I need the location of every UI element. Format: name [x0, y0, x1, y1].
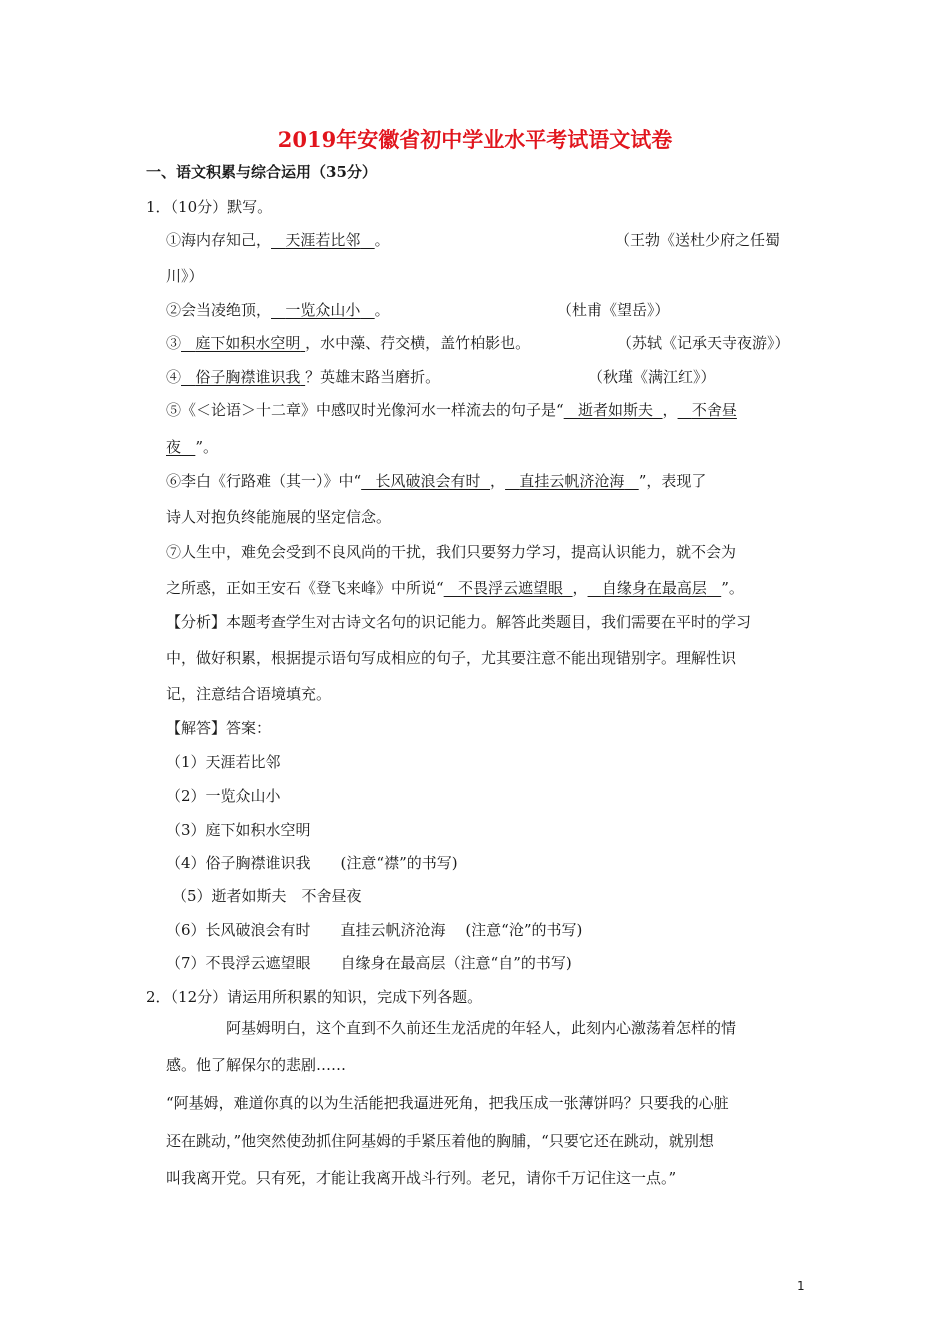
q1-item-7-cont: 之所惑，正如王安石《登飞来峰》中所说“ 不畏浮云遮望眼 ， 自缘身在最高层 ”。: [166, 579, 744, 597]
answer-blank: 俗子胸襟谁识我: [195, 368, 301, 386]
q1-item-5: ⑤《＜论语＞十二章》中感叹时光像河水一样流去的句子是“ 逝者如斯夫 ， 不舍昼: [166, 401, 737, 419]
answer-blank: 不畏浮云遮望眼: [457, 579, 563, 597]
q1-item-1-source-cont: 川》）: [166, 267, 204, 285]
answer-blank: 不舍昼: [691, 401, 737, 419]
passage-line: 叫我离开党。只有死，才能让我离开战斗行列。老兄，请你千万记住这一点。”: [166, 1169, 677, 1187]
passage-line: 感。他了解保尔的悲剧……: [166, 1056, 347, 1074]
q1-item-7: ⑦人生中，难免会受到不良风尚的干扰，我们只要努力学习，提高认识能力，就不会为: [166, 543, 737, 561]
answer-heading: 【解答】答案：: [166, 719, 272, 737]
section-heading: 一、语文积累与综合运用（35分）: [146, 163, 377, 181]
q1-item-5-cont: 夜 ”。: [166, 438, 218, 456]
q1-item-3: ③ 庭下如积水空明 ，水中藻、荇交横，盖竹柏影也。: [166, 334, 531, 352]
q1-item-2: ②会当凌绝顶， 一览众山小 。: [166, 301, 390, 319]
answer-item: （2）一览众山小: [166, 787, 281, 805]
question-2-heading: 2．（12分）请运用所积累的知识，完成下列各题。: [146, 988, 483, 1006]
q1-item-4: ④ 俗子胸襟谁识我 ？英雄末路当磨折。: [166, 368, 441, 386]
q1-item-6: ⑥李白《行路难（其一）》中“ 长风破浪会有时 ， 直挂云帆济沧海 ”，表现了: [166, 472, 707, 490]
answer-blank: 自缘身在最高层: [601, 579, 707, 597]
answer-blank: 长风破浪会有时: [375, 472, 481, 490]
question-1-heading: 1．（10分）默写。: [146, 198, 273, 216]
answer-item: （4）俗子胸襟谁识我 (注意“襟”的书写): [166, 854, 458, 872]
q1-item-1: ①海内存知己， 天涯若比邻 。: [166, 231, 390, 249]
answer-blank: 一览众山小: [285, 301, 361, 319]
q1-item-2-source: （杜甫《望岳》）: [557, 301, 670, 319]
passage-line: “阿基姆，难道你真的以为生活能把我逼进死角，把我压成一张薄饼吗？只要我的心脏: [166, 1094, 729, 1112]
answer-blank: 夜: [166, 438, 182, 456]
answer-blank: 逝者如斯夫: [577, 401, 653, 419]
page-number: 1: [797, 1279, 805, 1293]
answer-blank: 庭下如积水空明: [195, 334, 301, 352]
answer-blank: 直挂云帆济沧海: [519, 472, 625, 490]
answer-blank: 天涯若比邻: [285, 231, 361, 249]
analysis-line-1: 【分析】本题考查学生对古诗文名句的识记能力。解答此类题目，我们需要在平时的学习: [166, 613, 752, 631]
analysis-line-2: 中，做好积累，根据提示语句写成相应的句子，尤其要注意不能出现错别字。理解性识: [166, 649, 737, 667]
analysis-line-3: 记，注意结合语境填充。: [166, 685, 332, 703]
passage-line: 阿基姆明白，这个直到不久前还生龙活虎的年轻人，此刻内心激荡着怎样的情: [226, 1019, 737, 1037]
q1-item-6-cont: 诗人对抱负终能施展的坚定信念。: [166, 508, 392, 526]
answer-item: （5）逝者如斯夫 不舍昼夜: [172, 887, 362, 905]
passage-line: 还在跳动，”他突然使劲抓住阿基姆的手紧压着他的胸脯，“只要它还在跳动，就别想: [166, 1132, 714, 1150]
q1-item-3-source: （苏轼《记承天寺夜游》）: [617, 334, 790, 352]
q1-item-1-source: （王勃《送杜少府之任蜀: [615, 231, 781, 249]
q1-item-4-source: （秋瑾《满江红》）: [588, 368, 716, 386]
answer-item: （6）长风破浪会有时 直挂云帆济沧海 (注意“沧”的书写): [166, 921, 583, 939]
answer-item: （1）天涯若比邻: [166, 753, 281, 771]
answer-item: （7）不畏浮云遮望眼 自缘身在最高层（注意“自”的书写): [166, 954, 572, 972]
answer-item: （3）庭下如积水空明: [166, 821, 311, 839]
document-title: 2019年安徽省初中学业水平考试语文试卷: [277, 127, 673, 152]
